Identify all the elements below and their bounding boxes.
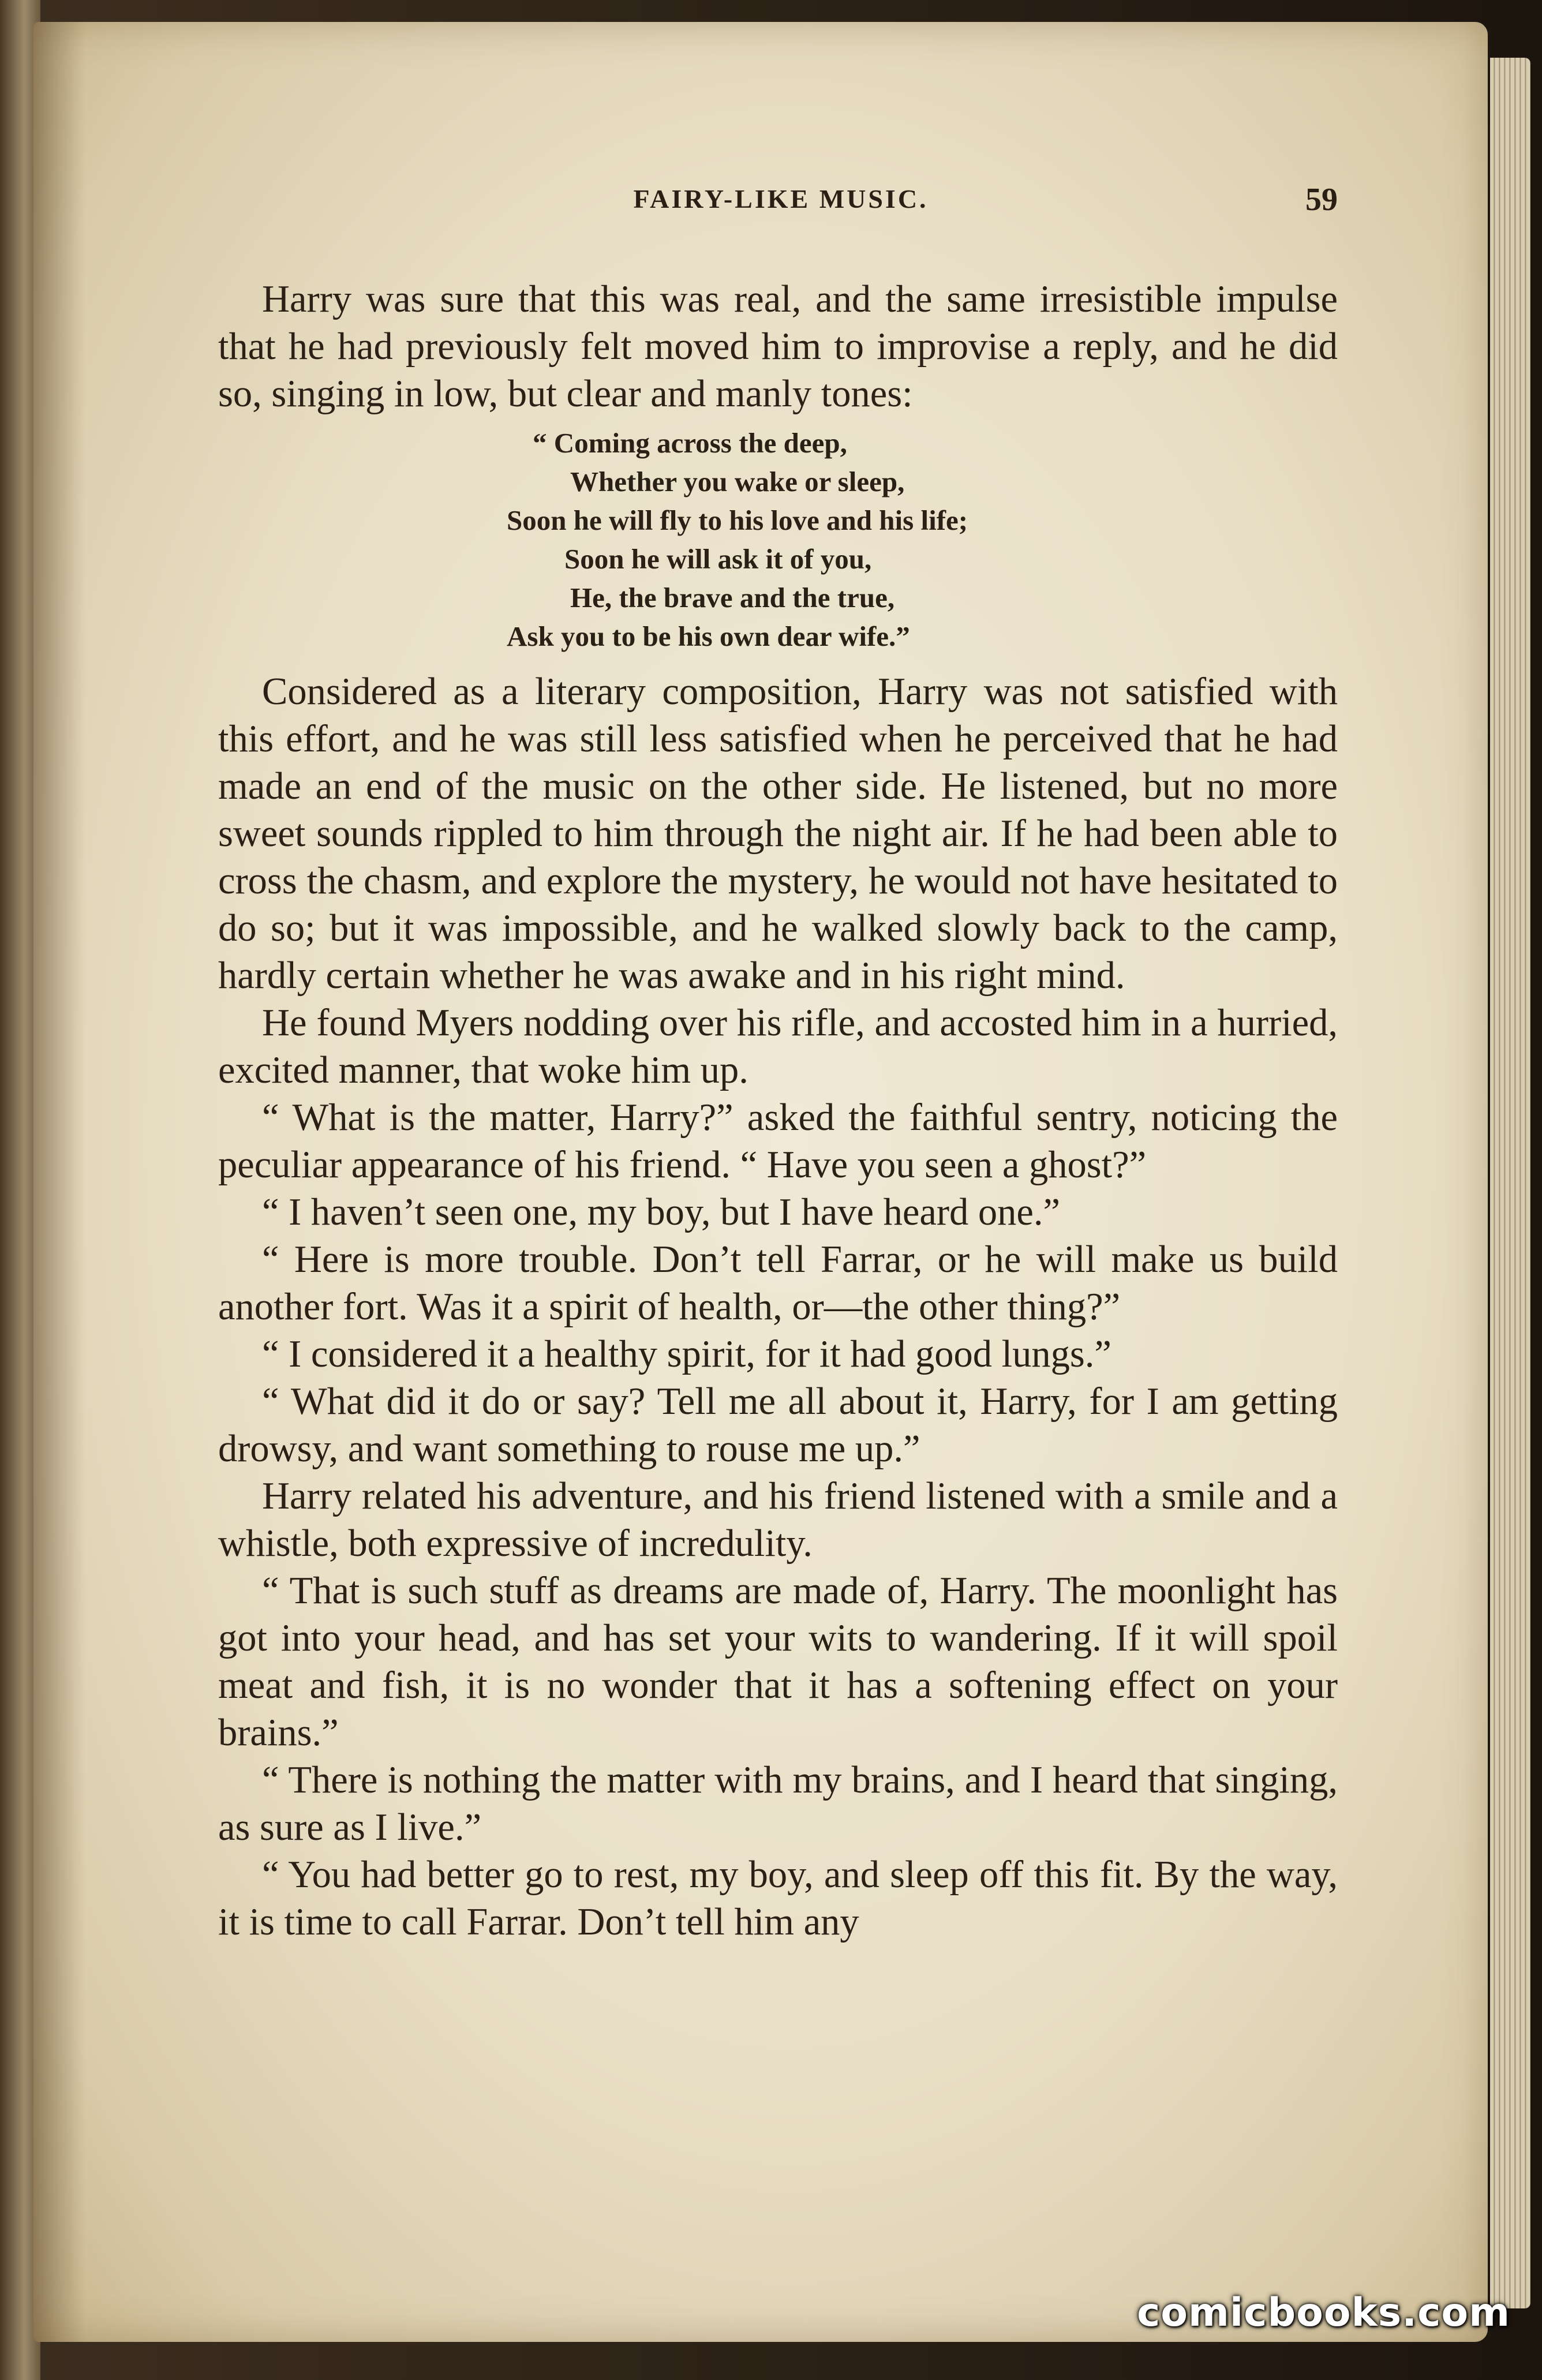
verse-line: Soon he will fly to his love and his life;	[507, 504, 968, 536]
paragraph: Harry related his adventure, and his friend listened with a smile and a whistle, both expressive of incredulity.	[218, 1475, 1338, 1565]
running-title: FAIRY-LIKE MUSIC.	[633, 184, 929, 214]
paragraph: Considered as a literary composition, Harry was not satisfied with this effort, and he was still less satisfied when he perceived that he had made an end of the music on the other side. He listened, but no more sweet sounds rippled to him through the night air. If he had been able to cross the chasm, and explore the mystery, he would not have hesitated to do so; but it was impossible, and he walked slowly back to the camp, hardly certain whether he was awake and in his right mind.	[218, 671, 1338, 997]
body-text	[218, 276, 1338, 1946]
verse-line: Whether you wake or sleep,	[570, 466, 905, 497]
site-watermark: comicbooks.com	[1136, 2290, 1510, 2336]
dialogue-paragraph: “ What is the matter, Harry?” asked the faithful sentry, noticing the peculiar appearance of his friend. “ Have you seen a ghost?”	[218, 1097, 1338, 1186]
verse-line: “ Coming across the deep,	[533, 427, 847, 459]
paragraph: He found Myers nodding over his rifle, and accosted him in a hurried, excited manner, that woke him up.	[218, 1002, 1338, 1091]
dialogue-paragraph: “ What did it do or say? Tell me all about it, Harry, for I am getting drowsy, and want something to rouse me up.”	[218, 1380, 1338, 1470]
running-head	[224, 184, 1338, 230]
verse-line: He, the brave and the true,	[570, 582, 895, 613]
dialogue-paragraph: “ Here is more trouble. Don’t tell Farrar, or he will make us build another fort. Was it a spirit of health, or—the other thing?”	[218, 1238, 1338, 1328]
verse-line: Soon he will ask it of you,	[564, 543, 872, 575]
dialogue-paragraph: “ I considered it a healthy spirit, for it had good lungs.”	[262, 1333, 1111, 1375]
song-verse	[218, 424, 1338, 656]
paragraph: Harry was sure that this was real, and the same irresistible impulse that he had previously felt moved him to improvise a reply, and he did so, singing in low, but clear and manly tones:	[218, 278, 1338, 415]
book-page	[33, 22, 1488, 2342]
verse-line: Ask you to be his own dear wife.”	[507, 620, 910, 652]
dialogue-paragraph: “ That is such stuff as dreams are made of, Harry. The moonlight has got into your head, and has set your wits to wandering. If it will spoil meat and fish, it is no wonder that it has a softening effect on your brains.”	[218, 1570, 1338, 1754]
spine-shadow	[33, 22, 85, 2342]
dialogue-paragraph: “ I haven’t seen one, my boy, but I have heard one.”	[262, 1191, 1061, 1233]
dialogue-paragraph: “ There is nothing the matter with my brains, and I heard that singing, as sure as I live.”	[218, 1759, 1338, 1848]
page-number: 59	[1305, 182, 1338, 218]
dialogue-paragraph: “ You had better go to rest, my boy, and sleep off this fit. By the way, it is time to call Farrar. Don’t tell him any	[218, 1854, 1338, 1943]
page-edge-stack	[1490, 58, 1530, 2308]
